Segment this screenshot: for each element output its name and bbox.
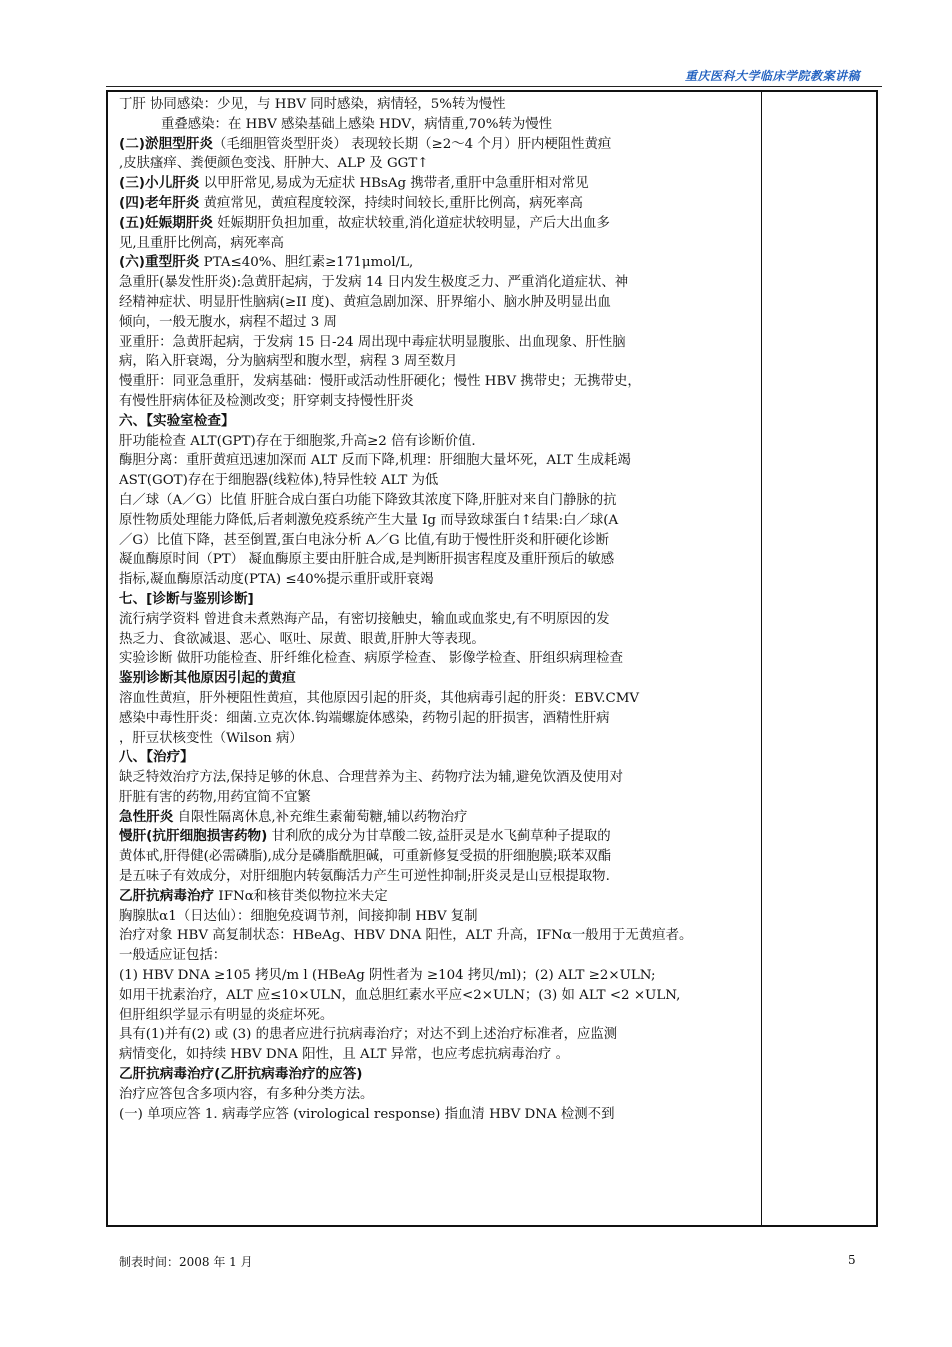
footer-date: 制表时间：2008 年 1 月 — [119, 1255, 253, 1269]
line-text: ，肝豆状核变性（Wilson 病） — [119, 730, 303, 746]
text-line — [119, 95, 753, 115]
line-text: 胸腺肽α1（日达仙）：细胞免疫调节剂，间接抑制 HBV 复制 — [119, 908, 478, 924]
text-line — [119, 729, 753, 749]
line-text: 重叠感染：在 HBV 感染基础上感染 HDV，病情重,70%转为慢性 — [161, 116, 553, 132]
text-line — [119, 531, 753, 551]
line-text: 缺乏特效治疗方法,保持足够的休息、合理营养为主、药物疗法为辅,避免饮酒及使用对 — [119, 770, 623, 786]
line-text: IFNα和核苷类似物拉米夫定 — [214, 888, 388, 904]
line-text: 见,且重肝比例高，病死率高 — [119, 235, 284, 251]
text-line — [119, 649, 753, 669]
line-text: 以甲肝常见,易成为无症状 HBsAg 携带者,重肝中急重肝相对常见 — [199, 176, 589, 192]
bold-heading: (二)淤胆型肝炎 — [119, 135, 213, 152]
text-line — [119, 392, 753, 412]
line-text: 急重肝(暴发性肝炎):急黄肝起病，于发病 14 日内发生极度乏力、严重消化道症状、神 — [119, 275, 629, 291]
text-line — [119, 432, 753, 452]
text-line — [119, 550, 753, 570]
text-line — [119, 1045, 753, 1065]
line-text: 慢重肝：同亚急重肝，发病基础：慢肝或活动性肝硬化；慢性 HBV 携带史；无携带史， — [119, 374, 641, 390]
text-line — [119, 689, 753, 709]
line-text: 黄体甙,肝得健(必需磷脂),成分是磷脂酰胆碱，可重新修复受损的肝细胞膜;联苯双酯 — [119, 849, 612, 865]
line-text: 倾向，一般无腹水，病程不超过 3 周 — [119, 314, 337, 330]
text-line — [119, 491, 753, 511]
line-text: 具有(1)并有(2) 或 (3) 的患者应进行抗病毒治疗；对达不到上述治疗标准者，应监测 — [119, 1027, 618, 1043]
line-text: 妊娠期肝负担加重，故症状较重,消化道症状较明显，产后大出血多 — [213, 215, 610, 231]
text-line — [119, 234, 753, 254]
text-line — [119, 273, 753, 293]
text-line — [119, 1085, 753, 1105]
text-line — [119, 412, 753, 432]
text-line — [119, 511, 753, 531]
line-text: （毛细胆管炎型肝炎） 表现较长期（≥2～4 个月）肝内梗阻性黄疸 — [213, 136, 612, 152]
line-text: 凝血酶原时间（PT） 凝血酶原主要由肝脏合成,是判断肝损害程度及重肝预后的敏感 — [119, 552, 615, 568]
text-line — [119, 1025, 753, 1045]
text-line — [119, 570, 753, 590]
text-line — [119, 966, 753, 986]
line-text: 感染中毒性肝炎：细菌.立克次体.钩端螺旋体感染，药物引起的肝损害，酒精性肝病 — [119, 710, 610, 726]
line-text: 治疗对象 HBV 高复制状态：HBeAg、HBV DNA 阳性，ALT 升高，IFNα一般用于无黄疸者。 — [119, 928, 693, 944]
line-text: 有慢性肝病体征及检测改变；肝穿刺支持慢性肝炎 — [119, 393, 414, 409]
bold-heading: (六)重型肝炎 — [119, 254, 200, 271]
text-line — [119, 669, 753, 689]
text-line — [119, 630, 753, 650]
line-text: 指标,凝血酶原活动度(PTA) ≤40%提示重肝或肝衰竭 — [119, 572, 434, 588]
bold-heading: 八、【治疗】 — [119, 749, 194, 766]
text-line — [119, 610, 753, 630]
text-line — [119, 115, 753, 135]
text-line — [119, 590, 753, 610]
line-text: 经精神症状、明显肝性脑病(≥II 度)、黄疸急剧加深、肝界缩小、脑水肿及明显出血 — [119, 294, 611, 310]
text-line — [119, 333, 753, 353]
line-text: 肝功能检查 ALT(GPT)存在于细胞浆,升高≥2 倍有诊断价值. — [119, 433, 476, 449]
footer-page-number: 5 — [848, 1253, 856, 1267]
text-line — [119, 1006, 753, 1026]
text-line — [119, 768, 753, 788]
text-line — [119, 808, 753, 828]
line-text: 甘利欣的成分为甘草酸二铵,益肝灵是水飞蓟草种子提取的 — [267, 829, 611, 845]
line-text: 但肝组织学显示有明显的炎症坏死。 — [119, 1007, 334, 1023]
line-text: 热乏力、食欲减退、恶心、呕吐、尿黄、眼黄,肝肿大等表现。 — [119, 631, 485, 647]
line-text: ／G）比值下降，甚至倒置,蛋白电泳分析 A／G 比值,有助于慢性肝炎和肝硬化诊断 — [119, 532, 609, 548]
text-line — [119, 372, 753, 392]
text-line — [119, 214, 753, 234]
page-header-title: 重庆医科大学临床学院教案讲稿 — [684, 69, 860, 83]
text-line — [119, 154, 753, 174]
text-line — [119, 1065, 753, 1085]
text-line — [119, 887, 753, 907]
line-text: AST(GOT)存在于细胞器(线粒体),特异性较 ALT 为低 — [119, 473, 439, 489]
line-text: 原性物质处理能力降低,后者刺激免疫系统产生大量 Ig 而导致球蛋白↑结果:白／球(A — [119, 512, 619, 528]
bold-heading: 乙肝抗病毒治疗(乙肝抗病毒治疗的应答) — [119, 1066, 363, 1083]
line-text: (一) 单项应答 1. 病毒学应答 (virological response) 指血清 HBV DNA 检测不到 — [119, 1106, 615, 1122]
bold-heading: (三)小儿肝炎 — [119, 175, 200, 192]
line-text: 溶血性黄疸，肝外梗阻性黄疸，其他原因引起的肝炎，其他病毒引起的肝炎：EBV.CMV — [119, 690, 640, 706]
text-line — [119, 471, 753, 491]
line-text: 病情变化，如持续 HBV DNA 阳性，且 ALT 异常，也应考虑抗病毒治疗 。 — [119, 1047, 570, 1063]
line-text: 肝脏有害的药物,用药宜简不宜繁 — [119, 789, 311, 805]
lecture-content — [119, 95, 753, 1225]
line-text: 一般适应证包括： — [119, 948, 227, 964]
text-line — [119, 174, 753, 194]
bold-heading: 慢肝(抗肝细胞损害药物) — [119, 828, 268, 845]
text-line — [119, 352, 753, 372]
text-line — [119, 194, 753, 214]
line-text: 丁肝 协同感染：少见，与 HBV 同时感染，病情轻，5%转为慢性 — [119, 97, 506, 112]
line-text: 白／球（A／G）比值 肝脏合成白蛋白功能下降致其浓度下降,肝脏对来自门静脉的抗 — [119, 492, 617, 508]
text-line — [119, 253, 753, 273]
text-line — [119, 827, 753, 847]
bold-heading: 鉴别诊断其他原因引起的黄疸 — [119, 670, 296, 687]
text-line — [119, 926, 753, 946]
line-text: 亚重肝：急黄肝起病，于发病 15 日-24 周出现中毒症状明显腹胀、出血现象、肝性脑 — [119, 334, 626, 350]
text-line — [119, 847, 753, 867]
line-text: ,皮肤瘙痒、粪便颜色变浅、肝肿大、ALP 及 GGT↑ — [119, 156, 429, 172]
text-line — [119, 788, 753, 808]
line-text: (1) HBV DNA ≥105 拷贝/m l (HBeAg 阴性者为 ≥104 拷贝/ml)；(2) ALT ≥2×ULN; — [119, 968, 656, 984]
header-rule — [106, 86, 882, 87]
line-text: 是五味子有效成分，对肝细胞内转氨酶活力产生可逆性抑制;肝炎灵是山豆根提取物. — [119, 869, 610, 885]
text-line — [119, 709, 753, 729]
bold-heading: 乙肝抗病毒治疗 — [119, 887, 215, 904]
line-text: 自限性隔离休息,补充维生素葡萄糖,辅以药物治疗 — [173, 809, 468, 825]
line-text: 酶胆分离：重肝黄疸迅速加深而 ALT 反而下降,机理：肝细胞大量坏死，ALT 生成耗竭 — [119, 453, 631, 469]
bold-heading: 六、【实验室检查】 — [119, 412, 235, 429]
text-line — [119, 451, 753, 471]
text-line — [119, 135, 753, 155]
text-line — [119, 946, 753, 966]
line-text: 实验诊断 做肝功能检查、肝纤维化检查、病原学检查、 影像学检查、肝组织病理检查 — [119, 651, 623, 667]
text-line — [119, 867, 753, 887]
line-text: PTA≤40%、胆红素≥171μmol/L, — [199, 255, 414, 271]
line-text: 流行病学资料 曾进食未煮熟海产品，有密切接触史，输血或血浆史,有不明原因的发 — [119, 611, 610, 627]
bold-heading: (五)妊娠期肝炎 — [119, 214, 213, 231]
text-line — [119, 313, 753, 333]
line-text: 治疗应答包含多项内容，有多种分类方法。 — [119, 1086, 374, 1102]
text-line — [119, 986, 753, 1006]
line-text: 病，陷入肝衰竭，分为脑病型和腹水型，病程 3 周至数月 — [119, 354, 458, 370]
bold-heading: (四)老年肝炎 — [119, 194, 200, 211]
text-line — [119, 293, 753, 313]
text-line — [119, 748, 753, 768]
table-column-divider — [761, 90, 762, 1227]
text-line — [119, 907, 753, 927]
bold-heading: 急性肝炎 — [119, 808, 174, 825]
line-text: 黄疸常见，黄疸程度较深，持续时间较长,重肝比例高，病死率高 — [199, 195, 583, 211]
bold-heading: 七、[诊断与鉴别诊断] — [119, 590, 254, 607]
line-text: 如用干扰素治疗，ALT 应≤10×ULN，血总胆红素水平应<2×ULN；(3) 如 ALT <2 ×ULN, — [119, 987, 681, 1003]
text-line — [119, 1105, 753, 1125]
